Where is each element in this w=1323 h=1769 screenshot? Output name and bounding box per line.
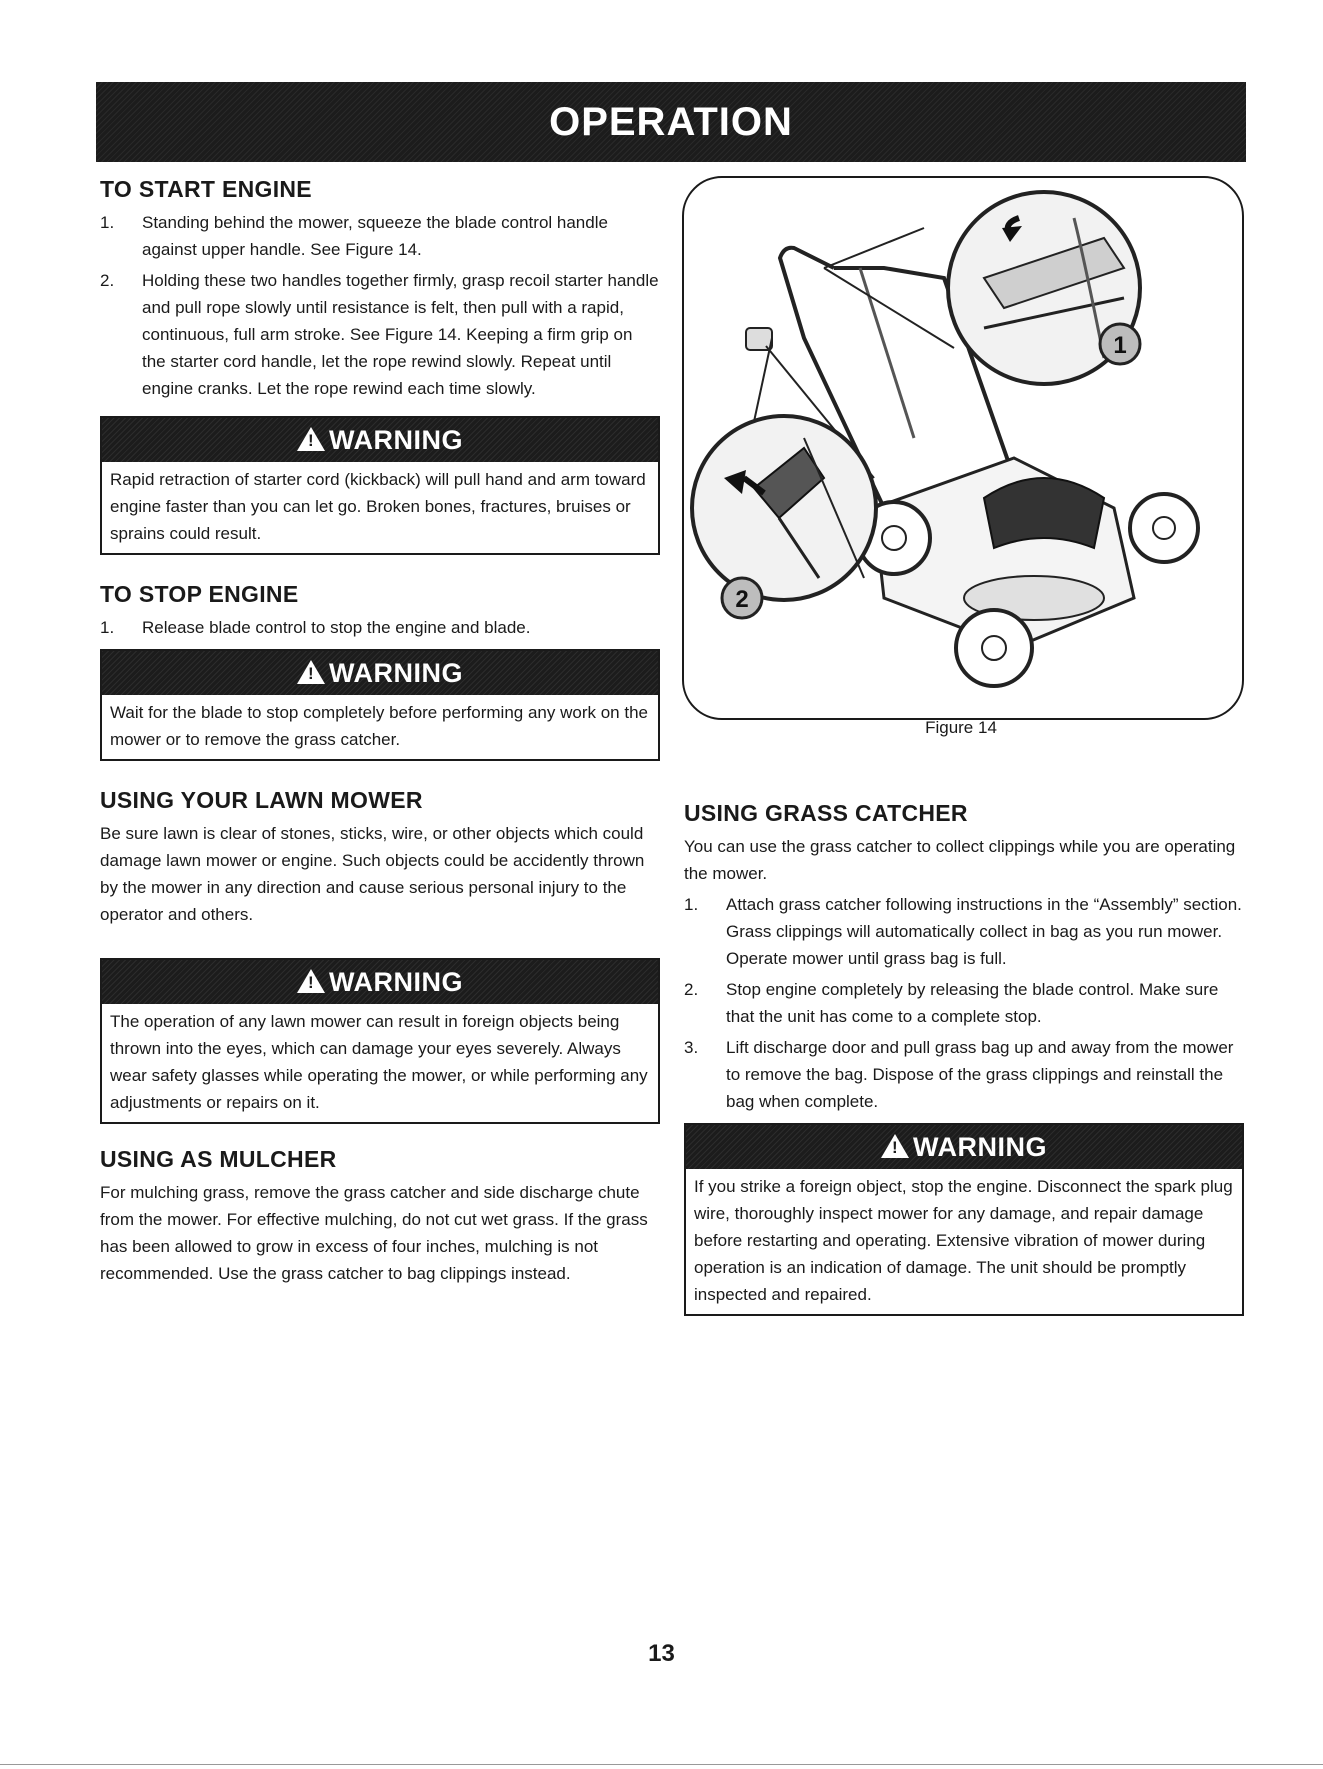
warning-text: Rapid retraction of starter cord (kickback) will pull hand and arm toward engine faster than you can let go. Broken bones, fractures, bruises or sprains could result.	[110, 470, 646, 543]
step-number: 1.	[100, 213, 115, 232]
blade-stop-warning-box	[100, 649, 660, 761]
step-text: Holding these two handles together firmly, grasp recoil starter handle and pull rope slowly until resistance is felt, then pull with a rapid, continuous, full arm stroke. See Figure 14. Keeping a firm grip on the starter cord handle, let the rope rewind slowly. Repeat until engine cranks. Let the rope rewind each time slowly.	[142, 271, 659, 398]
warning-triangle-icon	[297, 427, 325, 451]
page-title: OPERATION	[549, 99, 793, 144]
list-item	[100, 614, 660, 641]
bottom-divider	[0, 1764, 1323, 1765]
lawn-mower-heading: USING YOUR LAWN MOWER	[100, 787, 423, 813]
warning-header	[102, 651, 658, 695]
step-number: 1.	[100, 618, 115, 637]
warning-header	[686, 1125, 1242, 1169]
warning-triangle-icon	[881, 1134, 909, 1158]
kickback-warning-box	[100, 416, 660, 555]
foreign-object-warning-box	[684, 1123, 1244, 1316]
figure-caption: Figure 14	[925, 718, 997, 737]
figure-14-illustration	[682, 176, 1244, 720]
start-engine-heading: TO START ENGINE	[100, 176, 312, 202]
warning-label: WARNING	[329, 424, 463, 455]
step-number: 2.	[684, 980, 699, 999]
list-item	[684, 1034, 1244, 1115]
warning-text: Wait for the blade to stop completely before performing any work on the mower or to remove the grass catcher.	[110, 703, 648, 749]
stop-engine-section	[100, 581, 660, 761]
right-column	[684, 800, 1244, 1316]
mulcher-heading: USING AS MULCHER	[100, 1146, 337, 1172]
step-text: Release blade control to stop the engine and blade.	[142, 618, 531, 637]
lawn-mower-drawing	[684, 178, 1242, 718]
step-text: Attach grass catcher following instructions in the “Assembly” section. Grass clippings will automatically collect in bag as you run mower. Operate mower until grass bag is full.	[726, 895, 1242, 968]
step-text: Standing behind the mower, squeeze the blade control handle against upper handle. See Figure 14.	[142, 213, 608, 259]
warning-text: The operation of any lawn mower can result in foreign objects being thrown into the eyes, which can damage your eyes severely. Always wear safety glasses while operating the mower, or while performing any adjustments or repairs on it.	[110, 1012, 648, 1112]
warning-label: WARNING	[329, 657, 463, 688]
left-column	[100, 176, 660, 1287]
step-number: 1.	[684, 895, 699, 914]
lawn-mower-section	[100, 787, 660, 1124]
warning-label: WARNING	[329, 966, 463, 997]
step-number: 3.	[684, 1038, 699, 1057]
start-engine-steps	[100, 209, 660, 402]
grass-catcher-heading: USING GRASS CATCHER	[684, 800, 968, 826]
grass-catcher-section	[684, 800, 1244, 1316]
warning-header	[102, 418, 658, 462]
warning-text: If you strike a foreign object, stop the engine. Disconnect the spark plug wire, thoroughly inspect mower for any damage, and repair damage before restarting and operating. Extensive vibration of mower during operation is an indication of damage. The unit should be promptly inspected and repaired.	[694, 1177, 1233, 1304]
stop-engine-heading: TO STOP ENGINE	[100, 581, 299, 607]
warning-triangle-icon	[297, 660, 325, 684]
warning-header	[102, 960, 658, 1004]
list-item	[100, 267, 660, 402]
step-number: 2.	[100, 271, 115, 290]
eye-injury-warning-box	[100, 958, 660, 1124]
mulcher-text: For mulching grass, remove the grass catcher and side discharge chute from the mower. For effective mulching, do not cut wet grass. If the grass has been allowed to grow in excess of four inches, mulching is not recommended. Use the grass catcher to bag clippings instead.	[100, 1183, 648, 1283]
step-text: Lift discharge door and pull grass bag up and away from the mower to remove the bag. Dispose of the grass clippings and reinstall the bag when complete.	[726, 1038, 1234, 1111]
lawn-mower-text: Be sure lawn is clear of stones, sticks, wire, or other objects which could damage lawn mower or engine. Such objects could be accidently thrown by the mower in any direction and cause serious personal injury to the operator and others.	[100, 824, 645, 924]
callout-2-label: 2	[735, 586, 749, 613]
warning-triangle-icon	[297, 969, 325, 993]
page-number: 13	[648, 1640, 675, 1667]
warning-label: WARNING	[913, 1131, 1047, 1162]
step-text: Stop engine completely by releasing the blade control. Make sure that the unit has come to a complete stop.	[726, 980, 1219, 1026]
list-item	[100, 209, 660, 263]
grass-catcher-steps	[684, 891, 1244, 1115]
mulcher-section	[100, 1146, 660, 1287]
grass-catcher-intro: You can use the grass catcher to collect clippings while you are operating the mower.	[684, 837, 1236, 883]
start-engine-section	[100, 176, 660, 555]
list-item	[684, 976, 1244, 1030]
callout-1-label: 1	[1113, 332, 1127, 359]
list-item	[684, 891, 1244, 972]
stop-engine-steps	[100, 614, 660, 641]
operation-banner	[96, 82, 1246, 162]
